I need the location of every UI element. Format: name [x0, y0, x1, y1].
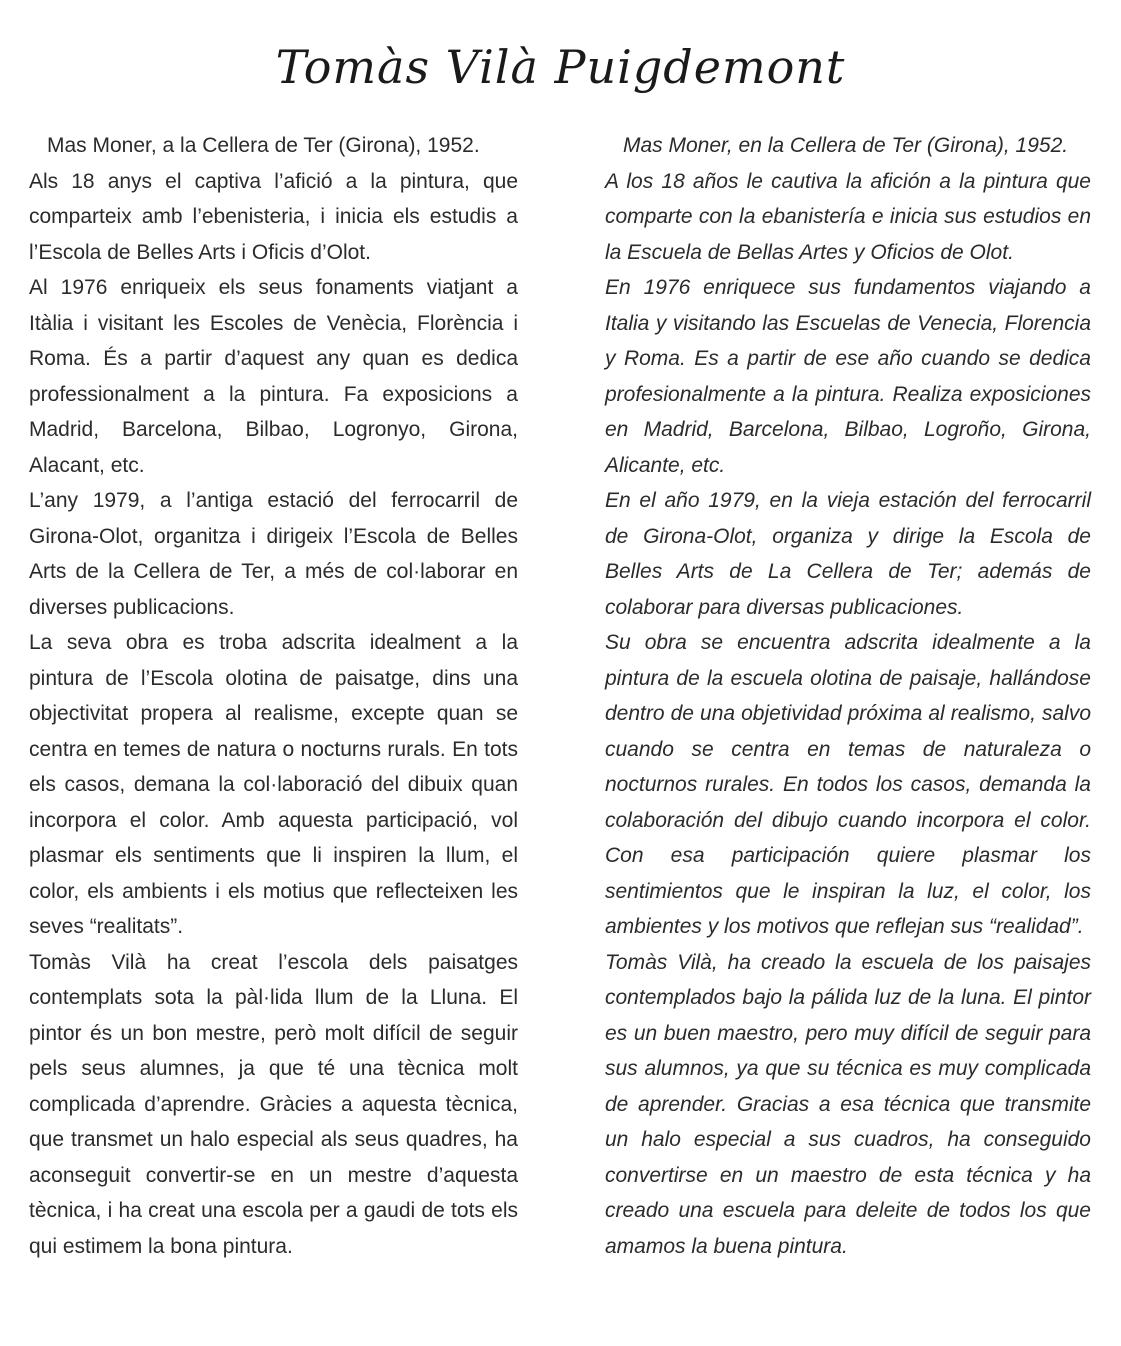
- catalan-column: [29, 128, 518, 1264]
- catalan-paragraph-work: La seva obra es troba adscrita idealment a la pintura de l’Escola olotina de paisatge, dins una objectivitat propera al realisme, excepte quan se centra en temes de natura o nocturns rurals. En tots els casos, demana la col·laboració del dibuix quan incorpora el color. Amb aquesta participació, vol plasmar els sentiments que li inspiren la llum, el color, els ambients i els motius que reflecteixen les seves “realitats”.: [29, 631, 518, 938]
- catalan-paragraph-birth: Mas Moner, a la Cellera de Ter (Girona), 1952.: [47, 134, 480, 157]
- page-title: Tomàs Vilà Puigdemont: [275, 40, 846, 94]
- spanish-paragraph-travels: En 1976 enriquece sus fundamentos viajando a Italia y visitando las Escuelas de Venecia, Florencia y Roma. Es a partir de ese año cuando se dedica profesionalmente a la pintura. Realiza exposiciones en Madrid, Barcelona, Bilbao, Logroño, Girona, Alicante, etc.: [605, 276, 1091, 477]
- catalan-paragraph-studies: Als 18 anys el captiva l’afició a la pintura, que comparteix amb l’ebenisteria, i inicia els estudis a l’Escola de Belles Arts i Oficis d’Olot.: [29, 169, 518, 264]
- spanish-paragraph-school: En el año 1979, en la vieja estación del ferrocarril de Girona-Olot, organiza y dirige la Escola de Belles Arts de La Cellera de Ter; además de colaborar para diversas publicaciones.: [605, 489, 1091, 619]
- spanish-paragraph-studies: A los 18 años le cautiva la afición a la pintura que comparte con la ebanistería e inicia sus estudios en la Escuela de Bellas Artes y Oficios de Olot.: [605, 169, 1091, 264]
- spanish-column: [605, 128, 1091, 1264]
- catalan-paragraph-legacy: Tomàs Vilà ha creat l’escola dels paisatges contemplats sota la pàl·lida llum de la Lluna. El pintor és un bon mestre, però molt difícil de seguir pels seus alumnes, ja que té una tècnica molt complicada d’aprendre. Gràcies a aquesta tècnica, que transmet un halo especial als seus quadres, ha aconseguit convertir-se en un mestre d’aquesta tècnica, i ha creat una escola per a gaudi de tots els qui estimem la bona pintura.: [29, 950, 518, 1258]
- spanish-paragraph-birth: Mas Moner, en la Cellera de Ter (Girona), 1952.: [623, 134, 1069, 157]
- spanish-paragraph-work: Su obra se encuentra adscrita idealmente a la pintura de la escuela olotina de paisaje, hallándose dentro de una objetividad próxima al realismo, salvo cuando se centra en temas de naturaleza o nocturnos rurales. En todos los casos, demanda la colaboración del dibujo cuando incorpora el color. Con esa participación quiere plasmar los sentimientos que le inspiran la luz, el color, los ambientes y los motivos que reflejan sus “realidad”.: [605, 631, 1091, 938]
- catalan-paragraph-travels: Al 1976 enriqueix els seus fonaments viatjant a Itàlia i visitant les Escoles de Venècia, Florència i Roma. És a partir d’aquest any quan es dedica professionalment a la pintura. Fa exposicions a Madrid, Barcelona, Bilbao, Logronyo, Girona, Alacant, etc.: [29, 276, 518, 477]
- spanish-paragraph-legacy: Tomàs Vilà, ha creado la escuela de los paisajes contemplados bajo la pálida luz de la luna. El pintor es un buen maestro, pero muy difícil de seguir para sus alumnos, ya que su técnica es muy complicada de aprender. Gracias a esa técnica que transmite un halo especial a sus cuadros, ha conseguido convertirse en un maestro de esta técnica y ha creado una escuela para deleite de todos los que amamos la buena pintura.: [605, 950, 1091, 1258]
- catalan-paragraph-school: L’any 1979, a l’antiga estació del ferrocarril de Girona-Olot, organitza i dirigeix l’Escola de Belles Arts de la Cellera de Ter, a més de col·laborar en diverses publicacions.: [29, 489, 518, 619]
